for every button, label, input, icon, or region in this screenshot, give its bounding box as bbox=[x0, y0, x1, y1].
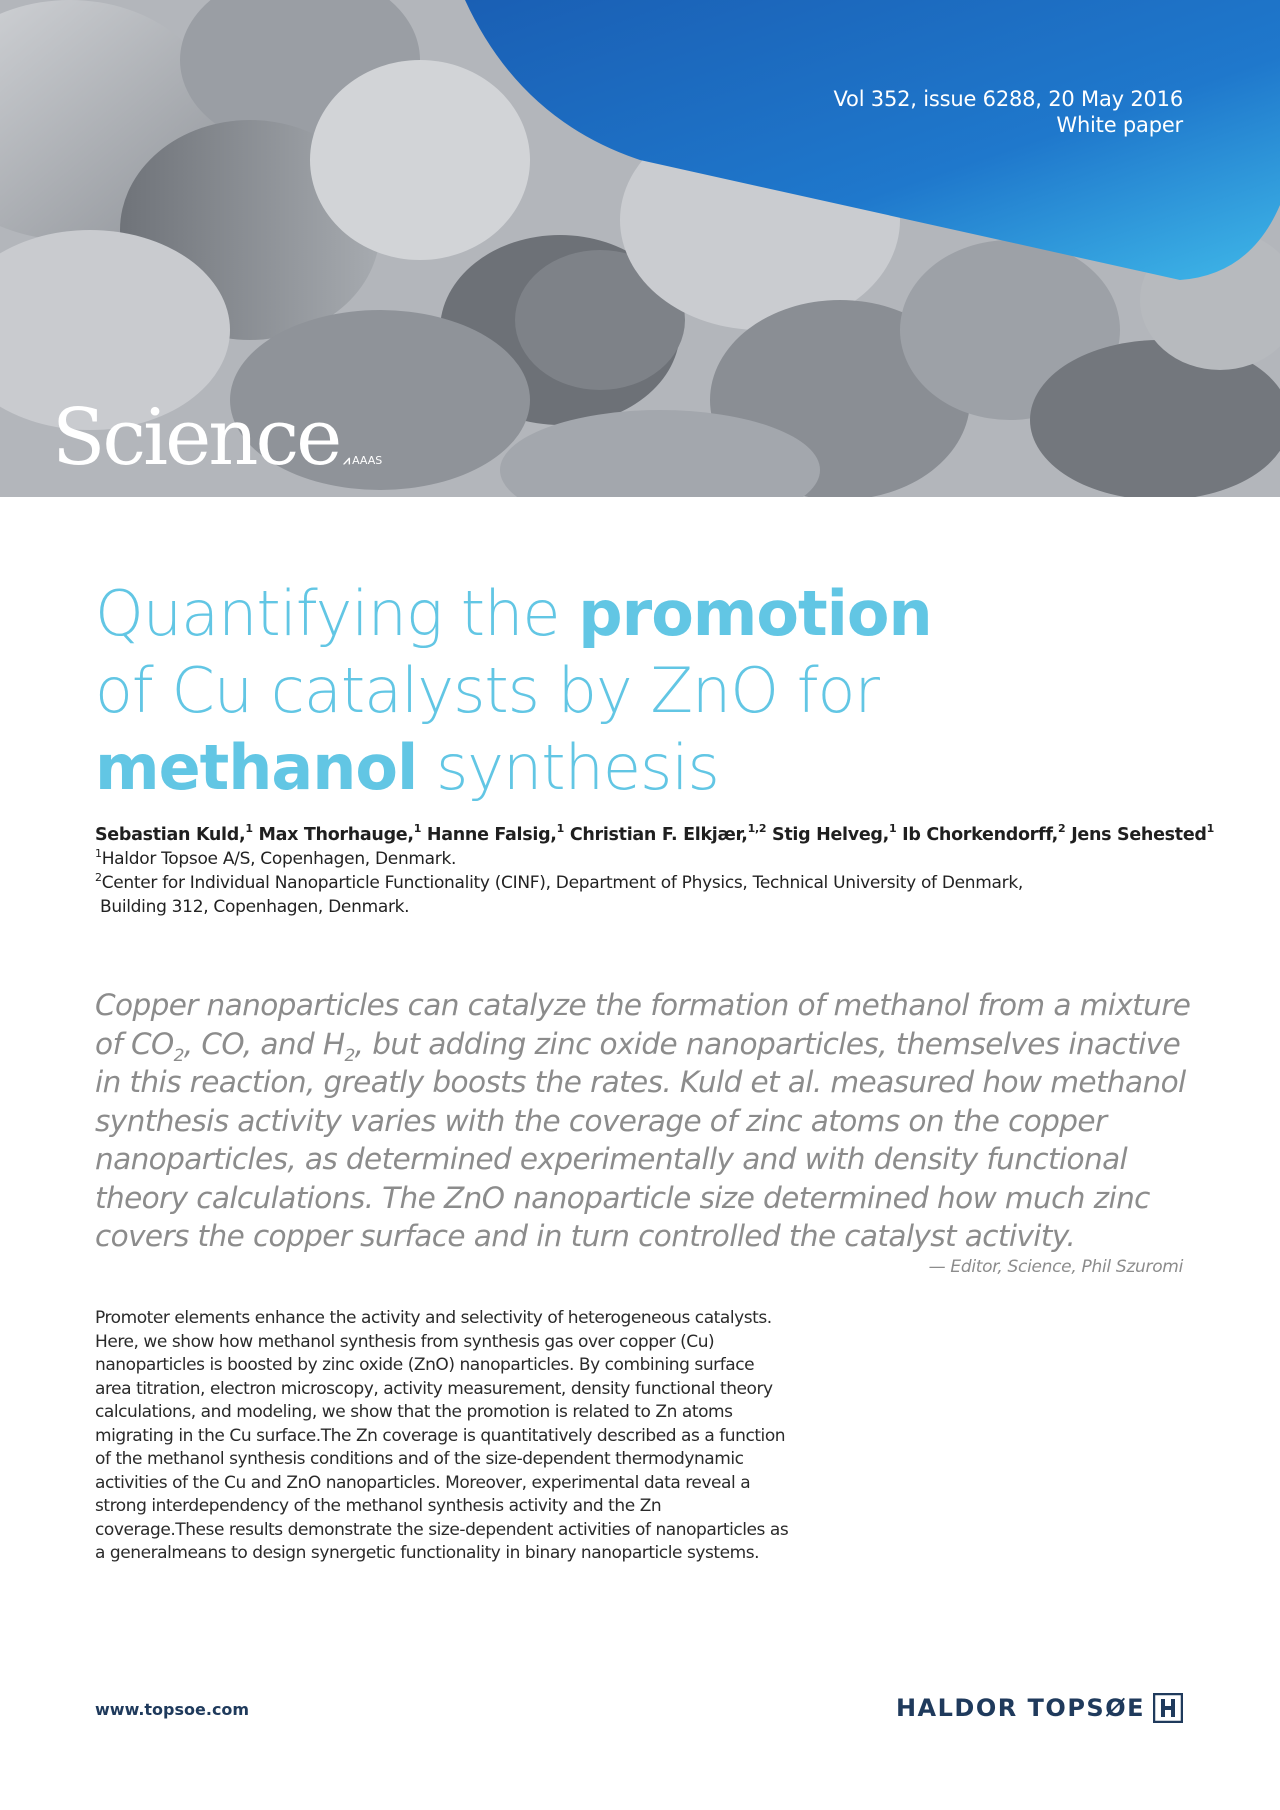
paper-title bbox=[95, 575, 1195, 806]
author-affiliation: 2 bbox=[1058, 822, 1066, 835]
author-name: Hanne Falsig, bbox=[426, 825, 557, 845]
author-affiliation: 1 bbox=[245, 822, 253, 835]
summary-text: , but adding zinc oxide nanoparticles, themselves inactive in this reaction, greatly boosts the rates. Kuld et al. measured how methanol synthesis activity varies with the coverage of zinc atoms on the copper nanoparticles, as determined experimentally and with density functional theory calculations. The ZnO nanoparticle size determined how much zinc covers the copper surface and in turn controlled the catalyst activity. bbox=[95, 1026, 1186, 1253]
author-name: Stig Helveg, bbox=[772, 825, 889, 845]
editor-attribution: — Editor, Science, Phil Szuromi bbox=[928, 1257, 1183, 1277]
author-affiliation: 1 bbox=[556, 822, 565, 835]
haldor-topsoe-logo bbox=[896, 1693, 1183, 1723]
title-bold1: promotion bbox=[578, 577, 932, 650]
author-name: Ib Chorkendorff, bbox=[902, 825, 1059, 845]
editor-summary bbox=[95, 986, 1195, 1256]
author-affiliation: 1 bbox=[888, 822, 897, 835]
cover-photo bbox=[0, 0, 1280, 497]
author-affiliation: 1,2 bbox=[747, 822, 767, 835]
affiliation-text: Center for Individual Nanoparticle Functionality (CINF), Department of Physics, Technical University of Denmark, bbox=[101, 873, 1023, 893]
brand-wordmark: HALDOR TOPSØE bbox=[895, 1694, 1145, 1722]
author-name: Jens Sehested bbox=[1071, 825, 1207, 845]
abstract: Promoter elements enhance the activity and selectivity of heterogeneous catalysts. Here, we show how methanol synthesis from synthesis gas over copper (Cu) nanoparticles is boosted by zinc oxide (ZnO) nanoparticles. By combining surface area titration, electron microscopy, activity measurement, density functional theory calculations, and modeling, we show that the promotion is related to Zn atoms migrating in the Cu surface.The Zn coverage is quantitatively described as a function of the methanol synthesis conditions and of the size-dependent thermodynamic activities of the Cu and ZnO nanoparticles. Moreover, experimental data reveal a strong interdependency of the methanol synthesis activity and the Zn coverage.These results demonstrate the size-dependent activities of nanoparticles as a generalmeans to design synergetic functionality in binary nanoparticle systems. bbox=[95, 1308, 789, 1563]
title-bold2: methanol bbox=[95, 731, 418, 804]
affiliation-number: 1 bbox=[95, 847, 102, 860]
document-type: White paper bbox=[1056, 113, 1183, 137]
affiliation-text: Haldor Topsoe A/S, Copenhagen, Denmark. bbox=[101, 849, 457, 869]
science-logo bbox=[52, 393, 383, 483]
website-link[interactable]: www.topsoe.com bbox=[95, 1700, 250, 1719]
issue-info bbox=[834, 86, 1183, 138]
subscript: 2 bbox=[344, 1045, 355, 1066]
author-name: Max Thorhauge, bbox=[258, 825, 414, 845]
author-affiliation: 1 bbox=[1206, 822, 1214, 835]
author-name: Sebastian Kuld, bbox=[95, 825, 246, 845]
title-part2: of Cu catalysts by ZnO for bbox=[95, 654, 879, 727]
author-name: Christian F. Elkjær, bbox=[569, 825, 748, 845]
title-part1: Quantifying the bbox=[95, 577, 579, 650]
aaas-wordmark: AAAS bbox=[352, 454, 383, 467]
issue-line: Vol 352, issue 6288, 20 May 2016 bbox=[833, 87, 1183, 111]
aaas-mark-icon: ⩘ bbox=[343, 453, 351, 467]
affiliation-2 bbox=[95, 872, 1215, 895]
subscript: 2 bbox=[173, 1045, 184, 1066]
affiliation-2-continued: Building 312, Copenhagen, Denmark. bbox=[100, 897, 410, 917]
summary-text: , CO, and H bbox=[183, 1026, 345, 1061]
aaas-logo bbox=[343, 453, 382, 468]
summary-text: Copper nanoparticles can catalyze the formation of methanol from a mixture of CO bbox=[95, 988, 1191, 1061]
affiliation-1 bbox=[95, 848, 1215, 871]
affiliation-number: 2 bbox=[95, 871, 102, 884]
title-part3: synthesis bbox=[417, 731, 719, 804]
author-affiliation: 1 bbox=[413, 822, 422, 835]
science-wordmark: Science bbox=[52, 393, 340, 483]
author-list bbox=[95, 823, 1215, 847]
topsoe-h-icon bbox=[1153, 1693, 1183, 1723]
